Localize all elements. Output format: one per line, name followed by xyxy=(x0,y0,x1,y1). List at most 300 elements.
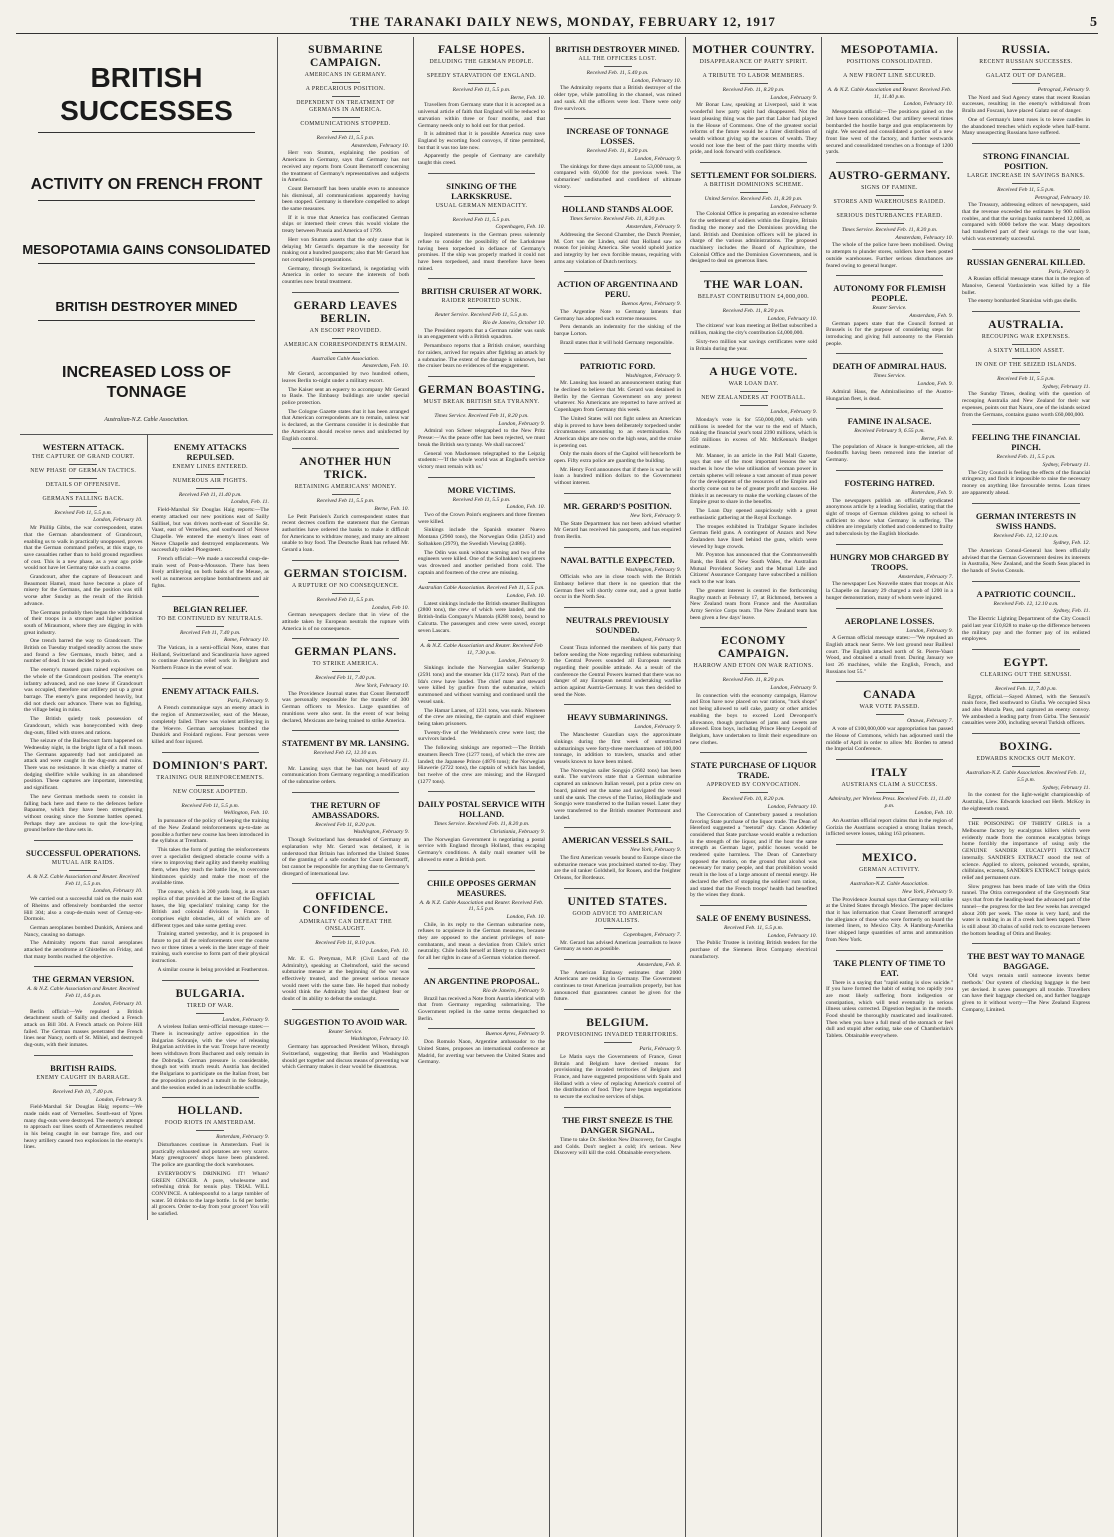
article-dateline: Received Feb 11, 5.5 p.m. xyxy=(316,596,375,603)
article-dateline: Received Feb 11, 5.5 p.m. xyxy=(452,216,511,223)
article-paragraph: Mr. Lansing has issued an announcement stating that he declined to believe that Mr. Gerard was detained in Berlin by the German Government on any pretext whatever. No Americans are reported to have arrived at Copenhagen from Germany this week. xyxy=(554,380,681,414)
article-paragraph: The Treasury, addressing editors of newspapers, said that the revenue exceeded the estimates by 900 million roubles, and that the savings banks numbered 12,000, as compared with 8000 before the war. Many depositors had transferred part of their savings to the war loan, which was extremely successful. xyxy=(962,202,1090,242)
article-divider xyxy=(836,681,943,682)
article-subheading: CLEARING OUT THE SENUSSI. xyxy=(980,671,1072,678)
article-place: London, February 9. xyxy=(770,94,817,101)
article-place: New York, February 9. xyxy=(630,847,681,854)
article-dateline: Received Feb 11, 7.40 p.m. xyxy=(315,675,376,682)
article-divider xyxy=(34,1055,133,1056)
article xyxy=(24,442,143,834)
article-paragraph: Time to take Dr. Sheldon New Discovery, for Coughs and Colds. Don't neglect a cold; it's serious. New Discovery will kill the cold. Obtainable everywhere. xyxy=(554,1136,681,1157)
subhead-rule xyxy=(876,209,904,210)
article-paragraph: Sinkings include the Norwegian sailer Starkerup (2591 tons) and the steamer Ida (1172 tons). Part of the Ida's crew have landed. The chief mate and steward were killed by gunfire from the submarine, which summoned and without warning and continued until the vessel sank. xyxy=(418,665,545,705)
article xyxy=(282,44,409,286)
article-place: London, February 9. xyxy=(906,627,953,634)
article-paragraph: The Nord and Sud Agency states that recent Russian successes, resulting in the enemy's withdrawal from Braila and Foscani, have placed Galatz out of danger. xyxy=(962,94,1090,115)
article-paragraph: This takes the form of putting the reinforcements over a specialist designed obstacle course with a view to improving their agility and thereby enabling them, when they reach the battle line, to overcome hindrances quickly and make the most of the available time. xyxy=(151,846,269,887)
article xyxy=(282,560,409,633)
article-paragraph: The seizure of the Baillescourt farm happened on Wednesday night, in the bright light of a full moon. The Germans apparently had not anticipated an attack and were caught in the dug-outs and ruins. There was no resistance. It was chiefly a matter of dodging shellfire while walking in an abandoned position. These captures are important, interesting and significant. xyxy=(24,738,143,792)
article-paragraph: French official:—We made a successful coup-de-main west of Pont-a-Mousson. There has been lively artillerying on both banks of the Meuse, as well as numerous aeroplane bombardments and air fights. xyxy=(151,556,269,589)
article-paragraph: Monday's vote is for 550,000,000, which with millions is needed for the war to the end of March, making the financial year's total 2390 millions, which is 350 millions in excess of Mr. McKenna's Budget estimate. xyxy=(690,416,817,450)
article-headline: A HUGE VOTE. xyxy=(709,366,798,379)
article xyxy=(826,759,953,838)
article xyxy=(962,249,1090,306)
article-place: London, February 9. xyxy=(770,409,817,416)
article-headline: SINKING OF THE LARKSKRUSE. xyxy=(446,180,517,201)
article xyxy=(282,638,409,724)
article-paragraph: A vote of £100,000,000 war appropriation has passed the House of Commons, which has adjourned until the middle of April in order to allow Mr. Borden to attend the Imperial Conference. xyxy=(826,726,953,753)
article-place: New York, February 10. xyxy=(355,683,409,690)
article-paragraph: The Admiralty reports that naval aeroplanes attacked the aerodrome at Ghistelles on Friday, and that many bombs reached the objective. xyxy=(24,940,143,960)
article xyxy=(554,493,681,541)
article-subheading: STORES AND WAREHOUSES RAIDED. xyxy=(833,199,946,206)
article-paragraph: Only the main doors of the Capitol will henceforth be open. Fifty extra police are guarding the building. xyxy=(554,451,681,465)
article-subheading: NEW ZEALANDERS AT FOOTBALL. xyxy=(701,395,806,402)
article-paragraph: Mr Bonar Law, speaking at Liverpool, said it was wonderful how party spirit had disappeared. Not the least pleasing thing was the part that Labor had played in the House of Commons. One of the greatest social reforms of the future would be a fairer distribution of wealth without giving up the sources of wealth. They would not lose the best of the past thirty months with pride, and look forward with confidence. xyxy=(690,102,817,156)
article-subheading: RECENT RUSSIAN SUCCESSES. xyxy=(979,59,1073,65)
article-place: Petrograd, February 9. xyxy=(1037,87,1090,93)
article-divider xyxy=(564,1009,671,1010)
article-paragraph: The Electric Lighting Department of the City Council paid last year £10,828 to make up the difference between the military pay and the former pay of its enlisted employees. xyxy=(962,616,1090,643)
subhead-rule xyxy=(468,409,496,410)
article-place: Buenos Ayres, February 9. xyxy=(485,1031,545,1038)
article-headline: THE RETURN OF AMBASSADORS. xyxy=(310,799,381,820)
article-headline: GERMAN PLANS. xyxy=(294,646,397,659)
article xyxy=(554,1107,681,1157)
article-paragraph: Mr. Poynton has announced that the Commonwealth Bank, the Bank of New South Wales, the Australian Mutual Provident Society and the Mutual Life and Citizens' Assurance Company have subscribed a million each to the war loan. xyxy=(690,552,817,586)
article-subheading: DISAPPEARANCE OF PARTY SPIRIT. xyxy=(699,59,808,65)
article-paragraph: The newspapers publish an officially syndicated anonymous article by a leading Socialist, stating that the sight of troops of German children going to school is sufficient to show what Germany is suffering. The children are irregularly clothed and condemned to frailty and tuberculosis by the English blockade. xyxy=(826,497,953,538)
article-divider xyxy=(292,638,399,639)
article-paragraph: The troupes exhibited in Trafalgar Square includes German field guns. A contingent of Anzacs and New Zealanders have lined behind the guns, which were viewed by huge crowds. xyxy=(690,523,817,550)
article-paragraph: Mr Phillip Gibbs, the war correspondent, states that the German abandonment of Grandcourt, enabling us to walk in practically unopposed, proves that the German command prefers, at this stage, to save casualties rather than to hold ground regardless of cost. This is a new phase, as a year ago pride would not have let Germany take such a course. xyxy=(24,525,143,572)
subhead-rule xyxy=(196,1013,224,1014)
article xyxy=(152,980,270,1092)
article-place: Rio de Janeiro, October 10. xyxy=(482,320,545,327)
column-8 xyxy=(958,37,1094,1537)
article-headline: SUCCESSFUL OPERATIONS. xyxy=(25,848,141,859)
article-place: London, February 9. xyxy=(634,724,681,731)
article xyxy=(826,544,953,602)
subhead-rule xyxy=(332,352,360,353)
subhead-rule xyxy=(740,405,768,406)
article-dateline: Australian-N.Z. Cable Association. xyxy=(850,881,929,888)
article-headline: ENEMY ATTACK FAILS. xyxy=(161,685,259,696)
article-subheading: GERMANS FALLING BACK. xyxy=(42,495,125,502)
article-headline: FALSE HOPES. xyxy=(438,44,525,56)
article-place: Rotterdam, February 9. xyxy=(216,1134,269,1141)
article-headline: UNITED STATES. xyxy=(567,895,668,908)
subhead-rule xyxy=(1012,358,1040,359)
article-paragraph: One trench barred the way to Grandcourt. The British on Tuesday trudged steadily across the snow and found a few Germans, much bitter, and a number of dead. It was decided to push on. xyxy=(24,638,143,665)
article xyxy=(282,1009,409,1071)
article-paragraph: The United States will not fight unless an American ship is proved to have been deliberately torpedoed under circumstances amounting to an extermination. No American ships are now on the high seas, and the cruise is petering out. xyxy=(554,415,681,449)
subhead-rule xyxy=(468,213,496,214)
article-divider xyxy=(428,1028,535,1029)
article-paragraph: Germany, through Switzerland, is negotiating with America in order to secure the interests of both countries now brutal treatment. xyxy=(282,265,409,286)
subhead-rule xyxy=(69,870,97,871)
article-subheading: GERMAN ACTIVITY. xyxy=(859,867,920,874)
article-divider xyxy=(428,376,535,377)
article-headline: GERMAN BOASTING. xyxy=(418,383,545,396)
lead-subcolumns xyxy=(20,434,273,1220)
article-paragraph: The Norwegian sailer Songsjo (2602 tons) has been sunk. The survivors state that a German submarine captured an unknown Italian vessel, put a prize crew on board, painted out the name and navigated the vessel until she sank. The crews of the Turino, Hollinglade and Songsjo were transferred to the Italian vessel. Later they were transferred to the British steamer Portmount and landed. xyxy=(554,767,681,821)
article-place: Buenos Ayres, February 9. xyxy=(621,301,681,308)
article-paragraph: The Convocation of Canterbury passed a resolution favoring State purchase of the liquor trade. The Dean of Hereford suggested a "teetotal" day. Canon Adderley considered that State purchase would enable a reduction in the strength of the liquor, and if the hour the same strength as German lager, public houses would be rendered quite harmless. The Dean of Canterbury opposed the motion, on the ground that alcohol was necessary for many people, and that prohibition would result in the loss of a large amount of mental energy. He declared the effect of stopping the soldiers' rum ration, and stated that the French troops' health had benefited by the wines they drank. xyxy=(690,811,817,899)
article-paragraph: Brazil states that it will hold Germany responsible. xyxy=(560,339,674,346)
article-paragraph: The new German methods seem to consist in falling back here and there to the defences before Bapaume, which they have been strengthening without ceasing since the Somme battles opened. Perhaps they are anxious to quit the low-lying ground before the thaw sets in. xyxy=(24,793,143,834)
article-divider xyxy=(836,844,943,845)
article xyxy=(418,968,545,1023)
article-headline: TAKE PLENTY OF TIME TO EAT. xyxy=(833,957,946,978)
article-subheading: A BRITISH DOMINIONS SCHEME. xyxy=(703,182,804,189)
article-subheading: AN ESCORT PROVIDED. xyxy=(309,327,382,334)
article-dateline: A. & N.Z. Cable Association and Reuter. Received Feb 11, 4.6 p.m. xyxy=(27,986,140,1000)
article-subheading: TIRED OF WAR. xyxy=(186,1002,234,1009)
banner-headline-2: ACTIVITY ON FRENCH FRONT xyxy=(30,176,263,193)
article-divider xyxy=(162,752,260,753)
article-dateline: Received Feb 12, 12.10 a.m. xyxy=(313,750,378,757)
article-dateline: Reuter Service. xyxy=(872,305,907,312)
article-headline: MOTHER COUNTRY. xyxy=(692,44,815,56)
article-paragraph: Germany has approached President Wilson, through Switzerland, suggesting that Berlin and Washington should get together and discuss means of preventing war which Germany makes it clear would be disastrous. xyxy=(282,1044,409,1071)
article-place: Amsterdam, Feb. 8. xyxy=(637,961,681,968)
article-paragraph: Field-Marshal Sir Douglas Haig reports:—The enemy attacked our new positions east of Sailly Saillisel, but was driven north-east of Souville St. Vaast, east of Vermelles, and southward of Neuve Chapelle. We entered the enemy's lines east of Neuve Chapelle and destroyed emplacements. We successfully raided Ploegsteert. xyxy=(151,507,269,554)
article-paragraph: The State Department has not been advised whether Mr Gerard has received his passports, and has enquired from Berlin. xyxy=(554,520,681,540)
article-place: London, February 9. xyxy=(498,657,545,664)
article-headline: THE WAR LOAN. xyxy=(703,279,804,292)
article-paragraph: Grandcourt, after the capture of Beaucourt and Beaumont Hamel, must have become a place of misery for the Germans, and the position was still worse after Sunday as the result of the British advance. xyxy=(24,574,143,607)
article xyxy=(962,943,1090,1013)
subhead-rule xyxy=(196,474,224,475)
article xyxy=(554,607,681,698)
article-paragraph: There is a saying that "rapid eating is slow suicide." If you have formed the habit of eating too rapidly you are most likely suffering from indigestion or constipation, which will tend eventually in serious illness unless corrected. Digestion begins in the mouth. Food should be thoroughly masticated and insalivated. Then when you have a full meal of the stomach or feel dull and stupid after eating, take one of Chamberlain's Tablets. Obtainable everywhere. xyxy=(826,979,953,1040)
article-paragraph: Le Matin says the Governments of France, Great Britain and Belgium have devised means for provisioning the invaded territories of Belgium and France, and have suggested propositions with Spain and Holland with a view of replacing America's control of the distribution of food. They have begun negotiations to secure the exclusive services of ships. xyxy=(554,1053,681,1101)
article-dateline: Reuter Service. xyxy=(328,1028,363,1035)
article-headline: BRITISH RAIDS. xyxy=(50,1062,117,1073)
article-paragraph: It is admitted that it is possible America may save England by escorting food convoys, if time permitted, but that it was too late now. xyxy=(418,131,545,151)
article-headline: SALE OF ENEMY BUSINESS. xyxy=(696,912,811,923)
article-place: London, Feb. 10. xyxy=(506,913,545,920)
article-place: Amsterdam, Feb. 10. xyxy=(362,363,409,370)
article-place: London, Feb. 10. xyxy=(914,810,953,817)
article-subheading: NEW PHASE OF GERMAN TACTICS. xyxy=(30,467,137,474)
article xyxy=(418,870,545,962)
article-subheading: TRAINING OUR REINFORCEMENTS. xyxy=(156,774,265,781)
article-place: Washington, February 9. xyxy=(353,829,409,836)
article-dateline: Received Feb 11, 8.20 p.m. xyxy=(315,821,376,828)
article xyxy=(282,292,409,442)
article xyxy=(554,959,681,1003)
article-divider xyxy=(428,791,535,792)
article-subheading: ALL THE OFFICERS LOST. xyxy=(578,56,657,62)
article-subheading: ENEMY LINES ENTERED. xyxy=(172,463,249,470)
subhead-rule xyxy=(740,792,768,793)
article-dateline: Received Feb 11, 5.5 p.m. xyxy=(452,496,511,503)
subhead-rule xyxy=(332,96,360,97)
article-headline: BOXING. xyxy=(999,741,1053,754)
article-place: London, February 9. xyxy=(95,1096,143,1103)
subhead-rule xyxy=(332,936,360,937)
article-divider xyxy=(564,118,671,119)
article xyxy=(962,143,1090,243)
article-place: Petrograd, February 10. xyxy=(1034,194,1090,201)
article xyxy=(554,888,681,953)
article-divider xyxy=(292,292,399,293)
article xyxy=(826,844,953,943)
article-place: Berne, Feb. 8. xyxy=(921,435,953,442)
article xyxy=(690,271,817,352)
article-divider xyxy=(292,448,399,449)
lead-subcolumn-left xyxy=(20,435,147,1220)
article-headline: HOLLAND STANDS ALOOF. xyxy=(561,204,674,215)
article-headline: AN ARGENTINE PROPOSAL. xyxy=(423,975,540,986)
article-place: Rio de Janeiro, February 9. xyxy=(482,987,545,994)
article-headline: MEXICO. xyxy=(862,852,917,865)
banner-credit: Australian-N.Z. Cable Association. xyxy=(104,417,189,423)
article-place: New York, February 9. xyxy=(630,512,681,519)
article-headline: STATEMENT BY MR. LANSING. xyxy=(282,738,409,749)
article-paragraph: In pursuance of the policy of keeping the training of the New Zealand reinforcements up-to-date as possible a further new course has been introduced in the syllabus at Trentham. xyxy=(151,818,269,845)
article xyxy=(826,608,953,676)
article-paragraph: German papers state that the Council formed at Brussels is for the purpose of considering steps for introducing and giving full autonomy to the Flemish people. xyxy=(826,320,953,347)
article-headline: ECONOMY CAMPAIGN. xyxy=(717,635,790,661)
article-paragraph: The whole of the police have been mobilised. Owing to attempts to plunder stores, soldiers have been posted outside warehouses. Further serious disturbances are feared owing to general hunger. xyxy=(826,242,953,269)
article-paragraph: Twenty-five of the Welshmen's crew were lost; the survivors landed. xyxy=(418,729,545,743)
article-dateline: A. & N.Z. Cable Association and Reuter. Received Feb. 11, 11.40 p.m. xyxy=(827,87,952,100)
article-headline: SUBMARINE CAMPAIGN. xyxy=(308,44,383,69)
article-paragraph: The Colonial Office is preparing an extensive scheme for the settlement of soldiers within the Empire, Britain finding the money and the Dominions providing the land. British and Dominion officers will be placed in charge of the various administrations. The proposed machinery includes the Board of Agriculture, the Colonial Office and the Dominion Governments, and is designed to deal on generous lines. xyxy=(690,211,817,265)
article-place: Christiania, February 9. xyxy=(489,829,545,836)
article-subheading: SERIOUS DISTURBANCES FEARED. xyxy=(836,213,943,220)
article xyxy=(554,1009,681,1101)
article-divider xyxy=(836,950,943,951)
article xyxy=(690,905,817,961)
article-place: London, Feb. 10. xyxy=(506,593,545,600)
banner-headline-3: MESOPOTAMIA GAINS CONSOLIDATED xyxy=(22,242,271,257)
article-divider xyxy=(972,143,1080,144)
article-paragraph: Mr. Henry Ford announces that if there is war he will loan a hundred million dollars to the Government without interest. xyxy=(554,466,681,487)
article-dateline: A. & N.Z. Cable Association and Reuter. Received Feb 11, 7.30 p.m. xyxy=(420,643,543,656)
article-headline: EGYPT. xyxy=(1003,656,1049,669)
column-5 xyxy=(550,37,686,1537)
article-paragraph: The Argentine Note to Germany laments that Germany has adopted such extreme measures. xyxy=(554,309,681,322)
subhead-rule xyxy=(1012,344,1040,345)
article-subheading: AUSTRIANS CLAIM A SUCCESS. xyxy=(841,781,938,788)
article-headline: ITALY xyxy=(870,766,909,779)
article-dateline: Received Feb 11, 5.5 p.m. xyxy=(452,87,511,93)
article-headline: RUSSIA. xyxy=(1001,44,1051,56)
masthead xyxy=(16,14,1098,34)
article-place: Copenhagen, February 7. xyxy=(623,931,681,938)
banner-rule xyxy=(38,263,255,264)
article-paragraph: The Cologne Gazette states that it has been arranged that American correspondents are to remain, unless war is declared, as the Germans consider it is desirable that the Americans should receive news and uninfected by English control. xyxy=(282,408,409,442)
article-paragraph: Disturbances continue in Amsterdam. Fuel is practically exhausted and potatoes are very scarce. Many greengrocers' shops have been plundered. The police are guarding the dock warehouses. xyxy=(151,1142,269,1169)
article-headline: RUSSIAN GENERAL KILLED. xyxy=(966,256,1086,267)
article-dateline: Times Service. Received Feb. 11, 8.20 p.m. xyxy=(433,821,530,828)
article-divider xyxy=(564,353,671,354)
subhead-rule xyxy=(740,673,768,674)
article-paragraph: EVERYBODY'S DRINKING IT! Whats? GREEN GINGER. A pure, wholesome and refreshing drink for tennis play. TRIAL WILL CONVINCE. A tablespoonful to a large tumbler of water. 50 drinks to the large bottle. 1s 6d per bottle; all grocers. Order to-day from your grocer! You will be satisfied. xyxy=(151,1170,269,1218)
article-paragraph: The Sunday Times, dealing with the question of recouping Australia and New Zealand for their war expenses, points out that Nauru, one of the islands seized from the Germans, contains guano worth £60,000,000. xyxy=(962,391,1090,418)
article-paragraph: The Kaiser sent an equerry to accompany Mr Gerard to Basle. The Embassy buildings are under special police protection. xyxy=(282,386,409,406)
article-paragraph: Chile, in its reply to the German submarine note, refuses to acquiesce in the German measures, because they are opposed to the ancient privileges of non-combatants, and mean a deviation from Chile's strict neutrality. Chile holds herself at liberty to claim respect for all her rights in case of a German violation thereof. xyxy=(418,921,545,962)
article-paragraph: A German official message states:—"We repulsed an English attack near Serre. We lost ground near Bailleul court. The English attacked north of St. Pierre-Vaast Wood, and obtained a small front. During January we lost 26 machines, while the English, French, and Russians lost 55." xyxy=(826,635,953,675)
article-place: Rotterdam, Feb. 9. xyxy=(911,489,953,496)
banner-headline-5: INCREASED LOSS OF TONNAGE xyxy=(62,364,231,401)
subhead-rule xyxy=(876,69,904,70)
article-divider xyxy=(564,607,671,608)
article-subheading: PROVISIONING INVADED TERRITORIES. xyxy=(556,1032,679,1039)
article-headline: OFFICIAL CONFIDENCE. xyxy=(302,891,389,917)
article-paragraph: In connection with the economy campaign, Harrow and Eton have now placed on war rations, "tuck shops" not being allowed to sell cake, pastry or other articles enabling the boys to exceed Lord Devonport's allowance, though purchases of jams and sweets are allowed. Eton boys, including Prince Henry Leopold of Belgium, have undertaken to limit their expenditure on new clothes. xyxy=(690,692,817,746)
article-place: Washington, February 9. xyxy=(625,566,681,573)
article-place: London, February 9. xyxy=(222,1016,269,1023)
article-paragraph: The Germans probably then began the withdrawal of their troops in a stronger and higher position south of Miraumont, where they are digging in with great industry. xyxy=(24,609,143,636)
subhead-rule xyxy=(69,464,97,465)
article-headline: WESTERN ATTACK. xyxy=(42,441,124,452)
article-dateline: Received Feb. 11, 5.5 p.m. xyxy=(723,924,784,931)
article-paragraph: Le Petit Parisien's Zurich correspondent states that recent decrees confirm the statement that the German authorities have ordered the banks to make it difficult for Americans to withdraw money, and many are almost unable to buy food. The Deutsche Bank has refused Mr. Gerard a loan. xyxy=(282,513,409,554)
article xyxy=(554,118,681,190)
subhead-rule xyxy=(196,626,224,627)
article-dateline: Received February 9, 6.55 p.m. xyxy=(854,428,925,435)
article-dateline: Reuter Service. Received Feb 11, 5.5 p.m. xyxy=(434,312,529,319)
article-divider xyxy=(972,943,1080,944)
article-headline: INCREASE OF TONNAGE LOSSES. xyxy=(566,126,669,147)
article-headline: DOMINION'S PART. xyxy=(152,759,268,772)
article-place: Sydney, February 11. xyxy=(1042,784,1090,791)
article-dateline: Received Feb 10, 7.40 p.m. xyxy=(52,1088,114,1095)
article xyxy=(418,278,545,370)
article-dateline: Times Service. Received Feb. 11, 8.20 p.m. xyxy=(569,216,666,223)
article-headline: BRITISH CRUISER AT WORK. xyxy=(421,286,542,297)
article xyxy=(826,275,953,347)
article-place: Paris, February 9. xyxy=(227,697,269,704)
article-subheading: LARGE INCREASE IN SAVINGS BANKS. xyxy=(967,172,1085,179)
article-paragraph: The British quietly took possession of Grandcourt, which was honeycombed with deep dug-outs, filled with stores and rations. xyxy=(24,716,143,736)
subhead-rule xyxy=(332,494,360,495)
article-divider xyxy=(564,827,671,828)
article-paragraph: A similar course is being provided at Featherston. xyxy=(157,966,269,973)
subhead-rule xyxy=(196,785,224,786)
article-place: London, February 10. xyxy=(767,804,817,811)
article xyxy=(962,818,1090,937)
article xyxy=(826,162,953,269)
article xyxy=(418,640,545,785)
article-headline: GERARD LEAVES BERLIN. xyxy=(293,299,398,325)
subhead-rule xyxy=(604,1042,632,1043)
article xyxy=(554,704,681,821)
article-paragraph: Egypt, official.—Sayed Ahmed, with the Senussi's main force, fled southward to Giufia. We occupied Siwa and also Munzla Pass, and captured an enemy convoy. We ambushed a leading party from Girba. The Senussis' casualties were 200, including several Turkish officers. xyxy=(962,693,1090,727)
article-subheading: ENEMY CAUGHT IN BARRAGE. xyxy=(36,1074,131,1081)
article-headline: MR. GERARD'S POSITION. xyxy=(563,500,672,511)
article-place: London, Feb 10. xyxy=(372,604,409,611)
article xyxy=(24,1055,143,1151)
article-headline: FOSTERING HATRED. xyxy=(844,477,935,488)
article-subheading: SPEEDY STARVATION OF ENGLAND. xyxy=(426,73,537,79)
article-place: Washington, February 9. xyxy=(625,372,681,379)
subhead-rule xyxy=(196,1130,224,1131)
article-divider xyxy=(428,870,535,871)
article-paragraph: Brazil has received a Note from Austria identical with that from Germany regarding submarining. The Government replied in the same terms despatched to Berlin. xyxy=(418,995,545,1022)
article-paragraph: Mr. Manner, in an article in the Pall Mall Gazette, says that one of the most important lessons the war teaches is how the wise utilisation of woman power in certain spheres will release a vast amount of man power for the development of the resources of the Empire and shortly come out to be of greater profit and success. He thinks it as necessary to make the working classes of the Empire great to share in the benefits. xyxy=(690,452,817,506)
article-divider xyxy=(428,477,535,478)
article xyxy=(690,162,817,265)
article-place: Budapest, February 9. xyxy=(630,637,681,644)
article-paragraph: Count Bernstorff has been unable even to announce his dismissal, all communications apparently having been stopped. Germany is therefore compelled to adopt the same measures. xyxy=(282,185,409,213)
article-divider xyxy=(428,968,535,969)
subhead-rule xyxy=(876,223,904,224)
subhead-rule xyxy=(196,799,224,800)
article xyxy=(690,44,817,156)
article-place: London, Feb. 10. xyxy=(370,948,409,955)
article-divider xyxy=(564,493,671,494)
subhead-rule xyxy=(69,478,97,479)
article-subheading: RAIDER REPORTED SUNK. xyxy=(441,298,522,305)
article-paragraph: Herr von Stumm, explaining the position of Americans in Germany, says that Germany has not received any reports from Count Bernstorff concerning the treatment of Germany's representatives and subjects in America. xyxy=(282,150,409,184)
article xyxy=(418,1028,545,1066)
subhead-rule xyxy=(468,83,496,84)
article-headline: MESOPOTAMIA. xyxy=(840,44,939,56)
article-divider xyxy=(836,759,943,760)
subhead-rule xyxy=(876,195,904,196)
article-paragraph: The Public Trustee is inviting British tenders for the purchase of the Siemens Bros Company electrical manufactory. xyxy=(690,940,817,960)
article-paragraph: 'Old ways remain until someone invents better methods.' Our system of checking baggage is the best yet devised. It saves passengers all trouble. Travellers can have their baggage checked on, and further baggage given to it without worry—The New Zealand Express Company, Limited. xyxy=(962,973,1090,1013)
article-headline: HOLLAND. xyxy=(177,1105,243,1118)
article-place: Sydney, February 11. xyxy=(1042,461,1090,468)
article-divider xyxy=(564,271,671,272)
article-subheading: WAR VOTE PASSED. xyxy=(859,704,920,711)
article-headline: NAVAL BATTLE EXPECTED. xyxy=(560,554,675,565)
columns xyxy=(16,37,1098,1537)
article-paragraph: Peru demands an indemnity for the sinking of the barque Lorton. xyxy=(554,324,681,338)
article xyxy=(962,311,1090,418)
article-paragraph: The population of Alsace is hunger-stricken, all the foodstuffs having been removed into the interior of Germany. xyxy=(826,443,953,464)
article-paragraph: Mesopotamia official:—The positions gained on the 3rd have been consolidated. Our artillery several times bombarded the hostile barge and gun emplacements by night. We secured and consolidated a portion of a new front line west of the factory, and further westwards secured and consolidated trenches on a frontage of 1200 yards. xyxy=(826,109,953,156)
article-headline: DAILY POSTAL SERVICE WITH HOLLAND. xyxy=(418,799,546,820)
subhead-rule xyxy=(468,308,496,309)
article-paragraph: The Vatican, in a semi-official Note, states that Holland, Switzerland and Scandinavia have agreed to continue American relief work in Belgium and Northern France in the event of war. xyxy=(151,644,269,672)
article xyxy=(826,44,953,156)
article-paragraph: Berlin official:—We repulsed a British detachment south of Sailly and checked a French attack on Bill 304. A French attack on Poivre Hill failed. The German masses penetrated the French lines near Nancy, north of St. Mihiel, and destroyed dug-outs, with their inmates. xyxy=(24,1008,143,1049)
article-paragraph: The President reports that a German raider was sunk in an engagement with a British squadron. xyxy=(418,327,545,341)
article-headline: AUSTRO-GERMANY. xyxy=(828,170,951,183)
subhead-rule xyxy=(332,671,360,672)
article-divider xyxy=(292,792,399,793)
article xyxy=(690,358,817,621)
article-subheading: A RUPTURE OF NO CONSEQUENCE. xyxy=(291,582,400,589)
article-dateline: Received Feb. 12, 12.10 a.m. xyxy=(993,600,1059,607)
subhead-rule xyxy=(604,928,632,929)
article-dateline: Admiralty, per Wireless Press. Received Feb. 11, 11.40 p.m. xyxy=(828,795,951,809)
article-dateline: A. & N.Z. Cable Association and Reuter. Received Feb 11, 5.5 p.m. xyxy=(27,874,140,887)
article-paragraph: German aeroplanes bombed Dunkirk, Amiens and Nancy, causing no damage. xyxy=(24,924,143,938)
article-divider xyxy=(836,470,943,471)
article-divider xyxy=(700,752,807,753)
article-dateline: Received Feb. 12, 12.10 a.m. xyxy=(993,532,1059,539)
article-paragraph: Slow progress has been made of late with the Otira tunnel. The Otira correspondent of the Greymouth Star says that from the heading-head the advanced part of the tunnel—the progress for the last few weeks has averaged about 20ft per week. The stone is very hard, and the water is rushing in as if a creek had been tapped. There is still about 30 chains of solid rock to excavate between the bottom heading of Otira and Bealey. xyxy=(962,883,1090,937)
article-paragraph: A wireless Italian semi-official message states:—There is increasingly active opposition in the Bulgarian Sobranje, with the view of releasing Bulgarian activities in the war. Troops have recently been withdrawn from Bucharest and only remain in the Dobrudja. German pressure is considerable, though not with much result. Austria has decided the Bulgarians to participate on the Italian front, but the proposition produced a tumult in the Sobranje, and the session ended in an indescribable scuffle. xyxy=(151,1024,269,1091)
article-dateline: Received Feb 11, 5.5 p.m. xyxy=(316,498,375,505)
article-subheading: NEW COURSE ADOPTED. xyxy=(172,788,248,795)
article-headline: A PATRIOTIC COUNCIL. xyxy=(976,588,1076,599)
article-paragraph: Mr. Gerard has advised American journalists to leave Germany as soon as possible. xyxy=(554,939,681,953)
article-paragraph: Pernambuco reports that a British cruiser, searching for raiders, arrived for repairs after fighting an attack by a submarine. The extent of the damage is unknown, but the cruiser bears no evidences of the engagement. xyxy=(418,343,545,370)
article-place: Paris, February 9. xyxy=(1048,268,1090,275)
lead-subcolumn-right xyxy=(147,435,274,1220)
article-paragraph: We carried out a successful raid on the main east of Rheims and offensively bombarded the sector Hill 304; also a coup-de-main west of Cernay-en-Dormois. xyxy=(24,896,143,923)
